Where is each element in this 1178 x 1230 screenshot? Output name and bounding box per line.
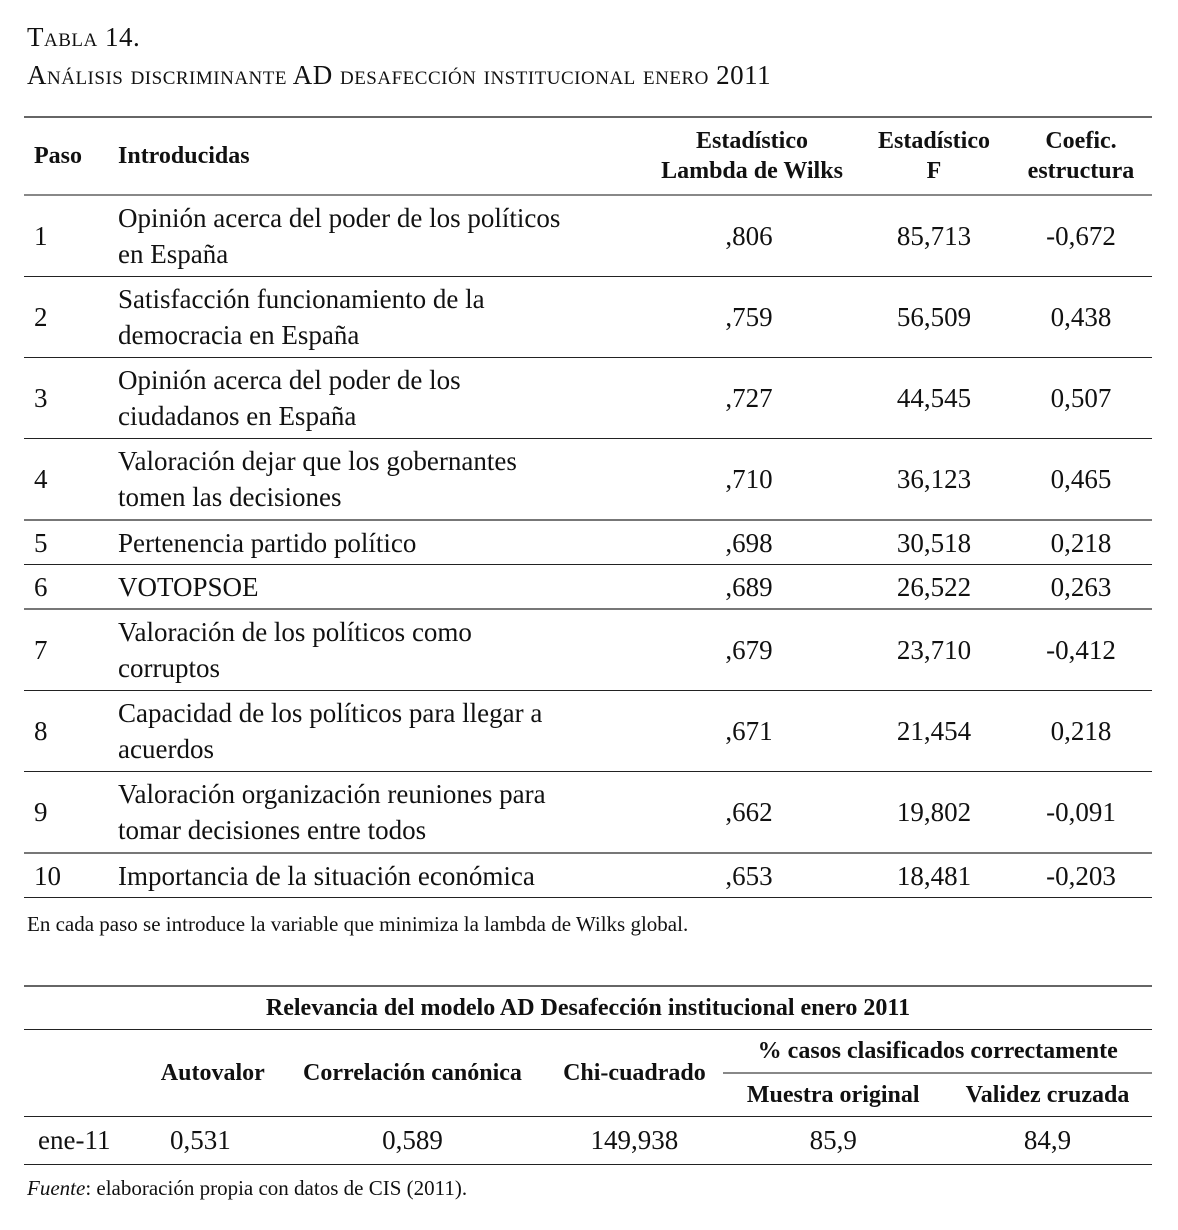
header-coef-line2: estructura [1027, 158, 1135, 184]
table-note: En cada paso se introduce la variable que minimiza la lambda de Wilks global. [27, 912, 689, 936]
header-lambda-line1: Estadístico [695, 128, 808, 154]
cell-coef: 0,438 [1010, 277, 1152, 358]
header-f [858, 117, 1010, 195]
cell-introducidas [112, 853, 646, 898]
header-coef [1010, 117, 1152, 195]
cell-introducidas-line1: Opinión acerca del poder de los políticos [118, 203, 561, 233]
cell-introducidas-line2: tomen las decisiones [118, 482, 342, 512]
cell-introducidas-line2: corruptos [118, 653, 220, 683]
cell-f: 30,518 [858, 520, 1010, 565]
cell-introducidas-line1: Valoración organización reuniones para [118, 779, 546, 809]
header-muestra: Muestra original [723, 1073, 942, 1117]
header-group-clasificados: % casos clasificados correctamente [723, 1030, 1152, 1074]
table-row [24, 565, 1152, 610]
cell-paso: 3 [24, 358, 112, 439]
header-validez: Validez cruzada [943, 1073, 1152, 1117]
cell-introducidas [112, 277, 646, 358]
cell-f: 56,509 [858, 277, 1010, 358]
table-caption-number: Tabla 14. [27, 22, 141, 52]
cell-introducidas [112, 520, 646, 565]
cell-coef: -0,203 [1010, 853, 1152, 898]
header-lambda-line2: Lambda de Wilks [661, 158, 843, 184]
cell-introducidas-line1: Importancia de la situación económica [118, 860, 535, 891]
cell-paso: 5 [24, 520, 112, 565]
cell-lambda: ,653 [646, 853, 858, 898]
cell-f: 21,454 [858, 691, 1010, 772]
cell-introducidas [112, 772, 646, 854]
cell-introducidas-line1: Valoración de los políticos como [118, 617, 472, 647]
cell-introducidas-line2: acuerdos [118, 734, 214, 764]
header-lambda [646, 117, 858, 195]
cell-lambda: ,689 [646, 565, 858, 610]
relevance-header-row-1 [24, 1030, 1152, 1074]
header-paso: Paso [24, 117, 112, 195]
cell-lambda: ,710 [646, 439, 858, 521]
cell-paso: 2 [24, 277, 112, 358]
cell-introducidas [112, 439, 646, 521]
cell-introducidas [112, 609, 646, 691]
table-row [24, 439, 1152, 521]
cell-lambda: ,806 [646, 195, 858, 277]
cell-paso: 1 [24, 195, 112, 277]
cell-lambda: ,759 [646, 277, 858, 358]
cell-lambda: ,727 [646, 358, 858, 439]
cell-paso: 7 [24, 609, 112, 691]
cell-f: 44,545 [858, 358, 1010, 439]
cell-introducidas-line1: Capacidad de los políticos para llegar a [118, 698, 543, 728]
cell-introducidas-line2: en España [118, 239, 229, 269]
table-row [24, 358, 1152, 439]
table-source [27, 1176, 467, 1201]
cell-coef: 0,218 [1010, 520, 1152, 565]
cell-autovalor: 0,531 [146, 1117, 280, 1165]
cell-lambda: ,671 [646, 691, 858, 772]
cell-introducidas-line2: ciudadanos en España [118, 401, 357, 431]
cell-introducidas [112, 195, 646, 277]
table-row [24, 277, 1152, 358]
cell-f: 36,123 [858, 439, 1010, 521]
cell-lambda: ,662 [646, 772, 858, 854]
cell-paso: 9 [24, 772, 112, 854]
cell-muestra: 85,9 [723, 1117, 942, 1165]
table-row [24, 520, 1152, 565]
header-f-line2: F [926, 158, 942, 184]
cell-f: 23,710 [858, 609, 1010, 691]
cell-coef: -0,412 [1010, 609, 1152, 691]
cell-f: 26,522 [858, 565, 1010, 610]
cell-introducidas [112, 358, 646, 439]
cell-coef: 0,465 [1010, 439, 1152, 521]
cell-coef: 0,507 [1010, 358, 1152, 439]
header-correlacion: Correlación canónica [280, 1030, 546, 1117]
header-autovalor: Autovalor [146, 1030, 280, 1117]
cell-coef: -0,091 [1010, 772, 1152, 854]
model-relevance-table [24, 985, 1152, 1165]
table-row [24, 691, 1152, 772]
cell-coef: 0,218 [1010, 691, 1152, 772]
table-caption-title: Análisis discriminante AD desafección institucional enero 2011 [27, 60, 772, 90]
cell-paso: 4 [24, 439, 112, 521]
cell-validez: 84,9 [943, 1117, 1152, 1165]
cell-introducidas-line1: Satisfacción funcionamiento de la [118, 284, 485, 314]
table-row [24, 609, 1152, 691]
cell-chi: 149,938 [545, 1117, 723, 1165]
table-row [24, 195, 1152, 277]
table-row [24, 772, 1152, 854]
cell-coef: 0,263 [1010, 565, 1152, 610]
cell-f: 85,713 [858, 195, 1010, 277]
cell-introducidas-line2: tomar decisiones entre todos [118, 815, 427, 845]
cell-introducidas [112, 565, 646, 610]
cell-introducidas-line1: VOTOPSOE [118, 571, 259, 602]
discriminant-analysis-table [24, 116, 1152, 898]
cell-introducidas-line1: Valoración dejar que los gobernantes [118, 446, 517, 476]
cell-introducidas-line1: Opinión acerca del poder de los [118, 365, 461, 395]
relevance-title: Relevancia del modelo AD Desafección institucional enero 2011 [24, 986, 1152, 1030]
cell-introducidas [112, 691, 646, 772]
relevance-title-row [24, 986, 1152, 1030]
source-label: Fuente [27, 1176, 86, 1200]
source-text: : elaboración propia con datos de CIS (2011). [85, 1176, 468, 1200]
header-empty [24, 1030, 146, 1117]
cell-lambda: ,698 [646, 520, 858, 565]
cell-correlacion: 0,589 [280, 1117, 546, 1165]
cell-introducidas-line1: Pertenencia partido político [118, 527, 417, 558]
header-f-line1: Estadístico [877, 128, 990, 154]
cell-coef: -0,672 [1010, 195, 1152, 277]
cell-introducidas-line2: democracia en España [118, 320, 360, 350]
header-coef-line1: Coefic. [1045, 128, 1117, 154]
table-row [24, 853, 1152, 898]
header-row [24, 117, 1152, 195]
cell-paso: 6 [24, 565, 112, 610]
cell-lambda: ,679 [646, 609, 858, 691]
cell-paso: 10 [24, 853, 112, 898]
cell-paso: 8 [24, 691, 112, 772]
cell-label: ene-11 [24, 1117, 146, 1165]
relevance-row [24, 1117, 1152, 1165]
header-chi: Chi-cuadrado [545, 1030, 723, 1117]
cell-f: 18,481 [858, 853, 1010, 898]
cell-f: 19,802 [858, 772, 1010, 854]
header-introducidas: Introducidas [112, 117, 646, 195]
